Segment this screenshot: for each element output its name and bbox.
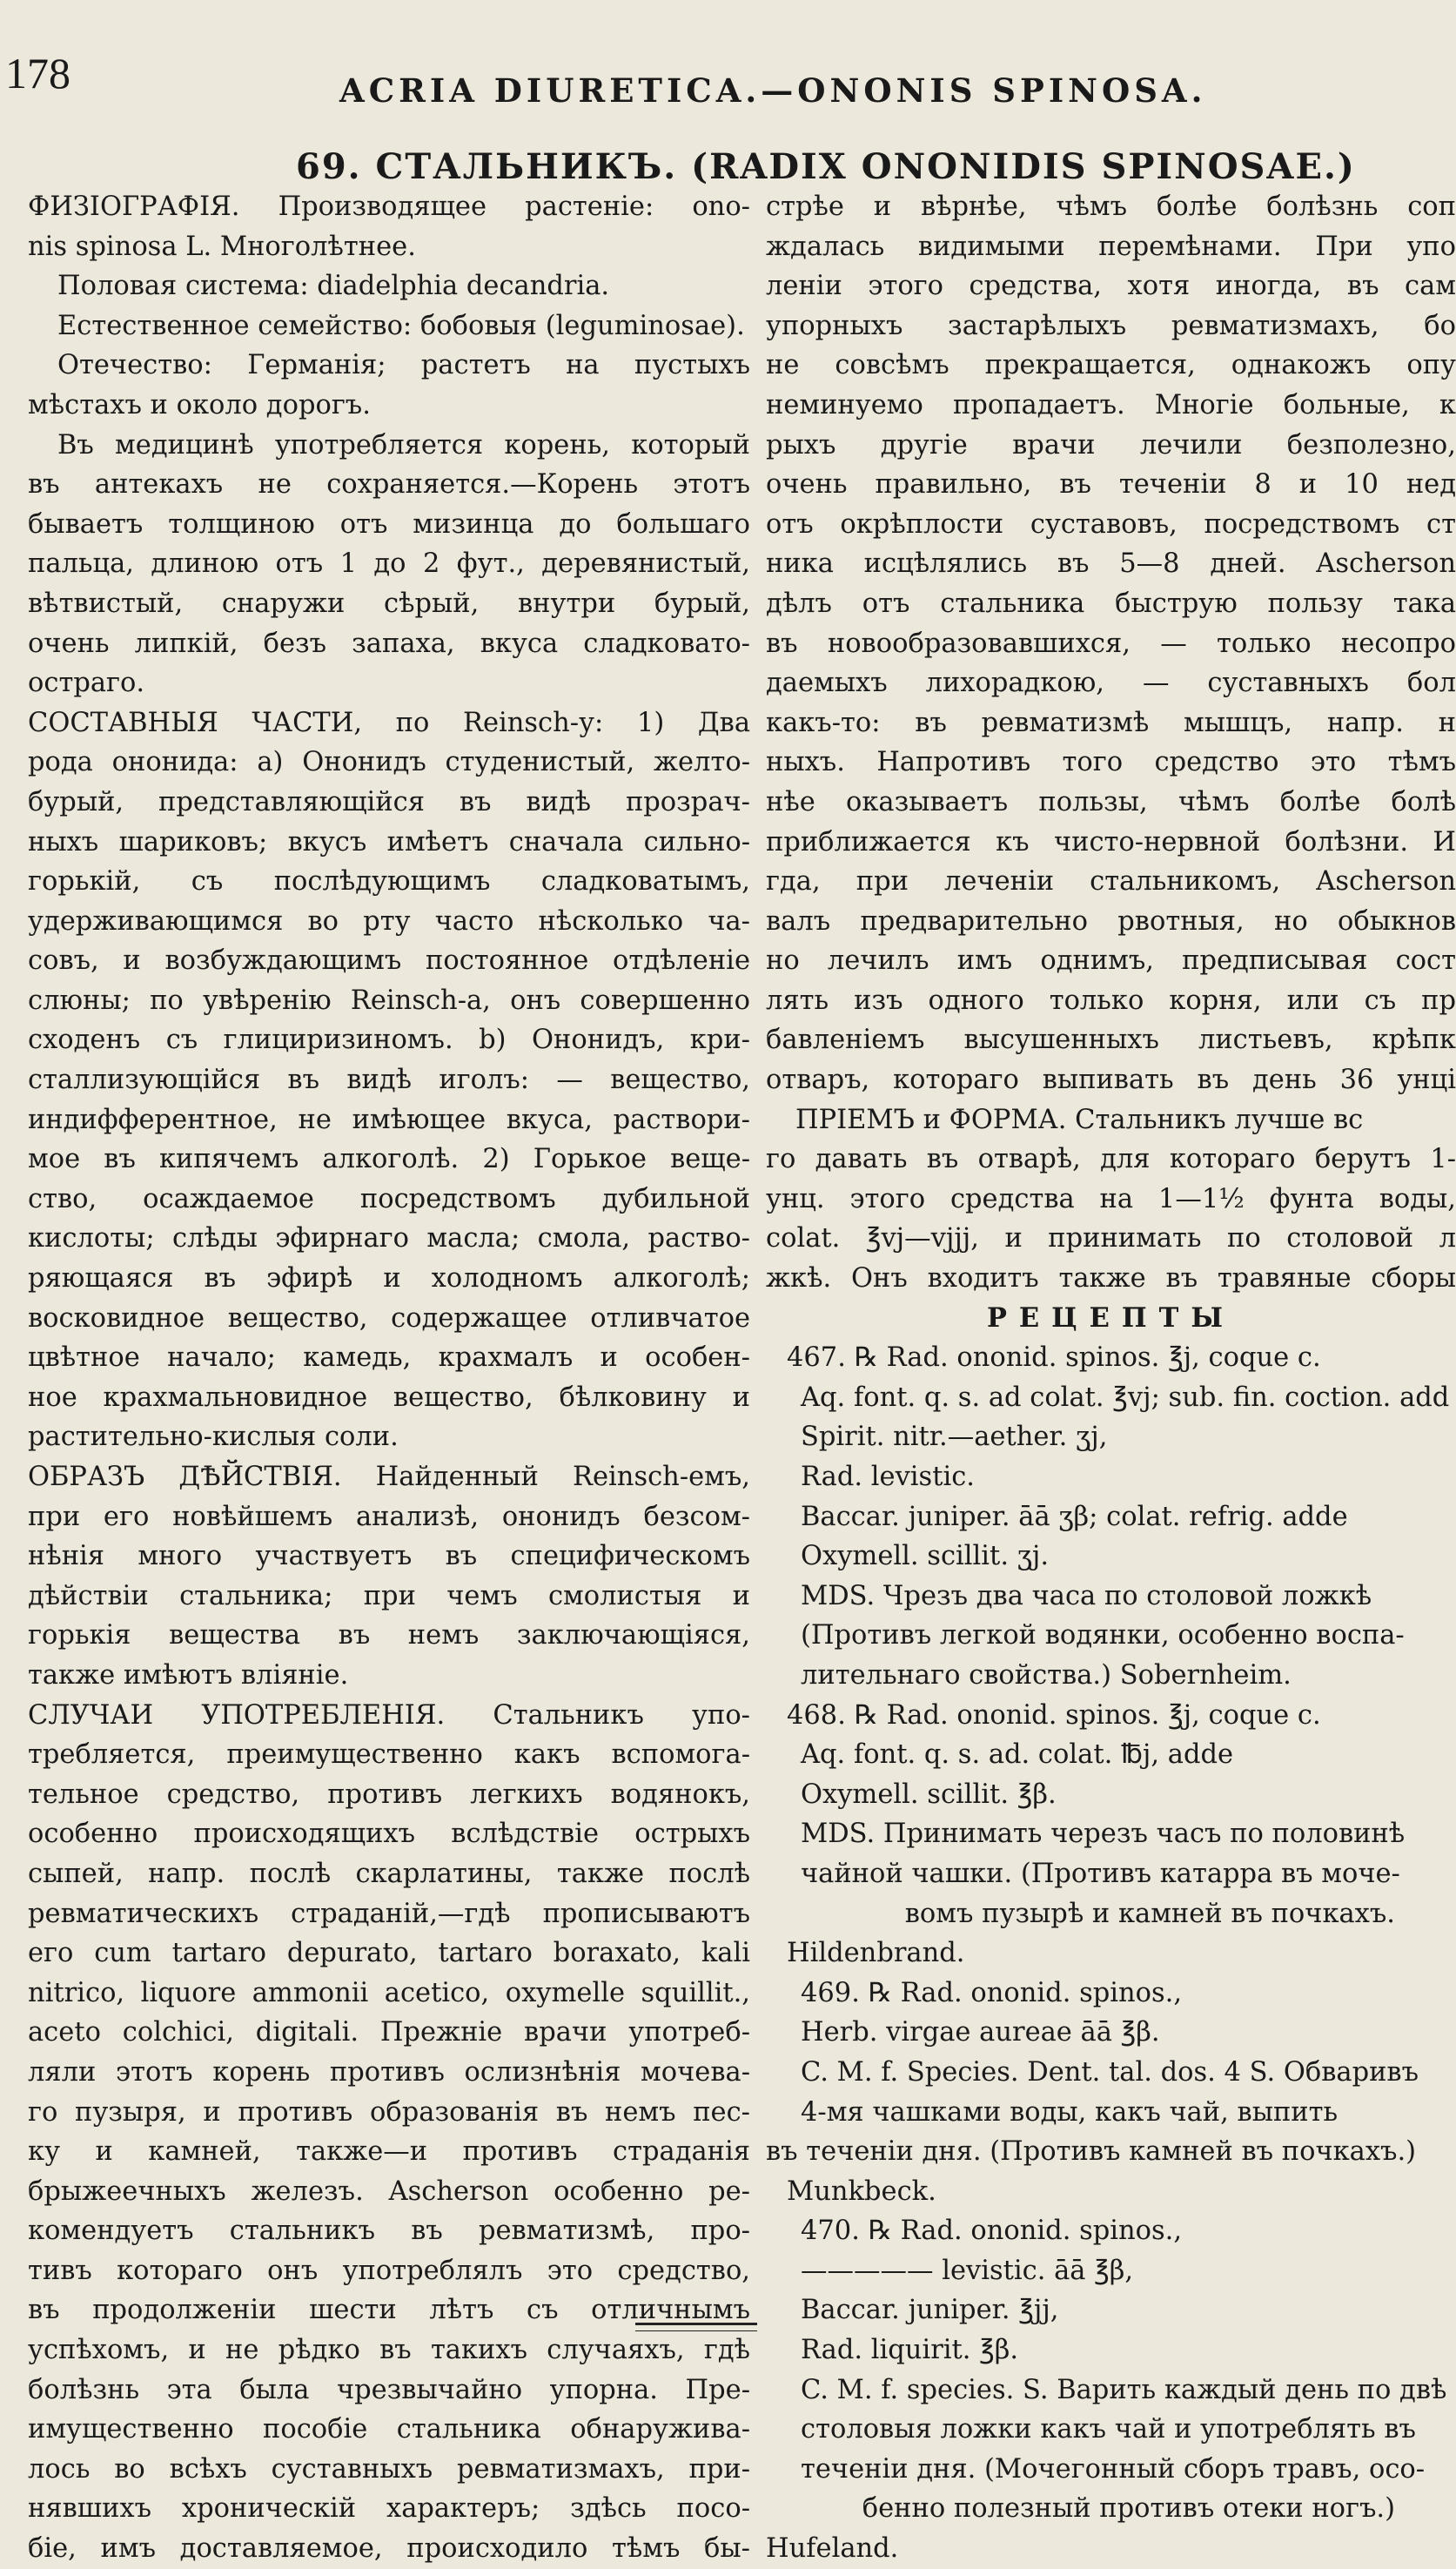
right-column-line: ныхъ. Напротивъ того средство это тѣмъ bbox=[766, 747, 1456, 778]
left-column-line: СОСТАВНЫЯ ЧАСТИ, по Reinsch-у: 1) Два bbox=[28, 707, 750, 738]
right-column-line: 467. ℞ Rad. ononid. spinos. ℥j, coque c. bbox=[787, 1342, 1321, 1374]
right-column-line: 468. ℞ Rad. ononid. spinos. ℥j, coque c. bbox=[787, 1699, 1321, 1731]
left-column-line: цвѣтное начало; камедь, крахмалъ и особен- bbox=[28, 1342, 750, 1374]
right-column-line: очень правильно, въ теченіи 8 и 10 нед bbox=[766, 469, 1456, 501]
right-column-line: столовыя ложки какъ чай и употреблять въ bbox=[801, 2414, 1416, 2445]
right-column-line: Rad. liquirit. ℥β. bbox=[801, 2335, 1019, 2366]
right-column-line: 469. ℞ Rad. ononid. spinos., bbox=[801, 1977, 1183, 2008]
left-column-line: вѣтвистый, снаружи сѣрый, внутри бурый, bbox=[28, 588, 750, 619]
left-column-line: сходенъ съ глициризиномъ. b) Ононидъ, кри- bbox=[28, 1025, 750, 1056]
right-column-line: 470. ℞ Rad. ononid. spinos., bbox=[801, 2216, 1183, 2247]
left-column-line: особенно происходящихъ вслѣдствіе острыхъ bbox=[28, 1819, 750, 1850]
right-column-line: рыхъ другіе врачи лечили безполезно, bbox=[766, 429, 1456, 461]
left-column-line: горькій, съ послѣдующимъ сладковатымъ, bbox=[28, 866, 750, 898]
left-column-line: мѣстахъ и около дорогъ. bbox=[28, 389, 371, 420]
right-column-line: бавленіемъ высушенныхъ листьевъ, крѣпк bbox=[766, 1025, 1456, 1056]
right-column-line: нѣе оказываетъ пользы, чѣмъ болѣе болѣ bbox=[766, 786, 1456, 817]
right-column-line: отваръ, котораго выпивать въ день 36 унці bbox=[766, 1065, 1456, 1096]
right-column-line: ————— levistic. āā ℥β, bbox=[801, 2255, 1134, 2286]
right-column-line: MDS. Чрезъ два часа по столовой ложкѣ bbox=[801, 1580, 1372, 1611]
left-column-line: лось во всѣхъ суставныхъ ревматизмахъ, при- bbox=[28, 2453, 750, 2485]
right-column-line: Oxymell. scillit. ʒj. bbox=[801, 1541, 1050, 1572]
left-column-line: горькія вещества въ немъ заключающіяся, bbox=[28, 1620, 750, 1651]
left-column-line: въ антекахъ не сохраняется.—Корень этотъ bbox=[28, 469, 750, 501]
left-column-line: успѣхомъ, и не рѣдко въ такихъ случаяхъ, гдѣ bbox=[28, 2335, 750, 2366]
left-column-line: дѣйствіи стальника; при чемъ смолистыя и bbox=[28, 1580, 750, 1611]
right-column-line: унц. этого средства на 1—1½ фунта воды, bbox=[766, 1183, 1456, 1214]
right-column-line: Baccar. juniper. āā ʒβ; colat. refrig. adde bbox=[801, 1501, 1348, 1532]
left-column-line: рода ононида: а) Ононидъ студенистый, желто- bbox=[28, 747, 750, 778]
right-column-line: теченіи дня. (Мочегонный сборъ травъ, осо- bbox=[801, 2453, 1426, 2485]
left-column-line: Половая система: diadelphia decandria. bbox=[57, 271, 610, 302]
right-column-line: леніи этого средства, хотя иногда, въ сам bbox=[766, 271, 1456, 302]
left-column-line: растительно-кислыя соли. bbox=[28, 1422, 399, 1453]
right-column-line: отъ окрѣплости суставовъ, посредствомъ ст bbox=[766, 508, 1456, 540]
left-column-line: также имѣютъ вліяніе. bbox=[28, 1659, 349, 1691]
left-column-line: nitrico, liquore ammonii acetico, oxymelle squillit., bbox=[28, 1977, 750, 2008]
right-column-line: Hufeland. bbox=[766, 2533, 899, 2565]
right-column-line: какъ-то: въ ревматизмѣ мышцъ, напр. н bbox=[766, 707, 1456, 738]
left-column-line: ляли этотъ корень противъ ослизнѣнія мочева- bbox=[28, 2056, 750, 2088]
right-column-line: вомъ пузырѣ и камней въ почкахъ. bbox=[904, 1898, 1395, 1929]
left-column-line: ку и камней, также—и противъ страданія bbox=[28, 2136, 750, 2168]
right-column-line: дѣлъ отъ стальника быструю пользу така bbox=[766, 588, 1456, 619]
left-column-line: при его новѣйшемъ анализѣ, ононидъ безсом- bbox=[28, 1501, 750, 1532]
left-column-line: его cum tartaro depurato, tartaro boraxato, kali bbox=[28, 1938, 750, 1969]
left-column-line: очень липкій, безъ запаха, вкуса сладковато- bbox=[28, 628, 750, 659]
left-column-line: сталлизующійся въ видѣ иголъ: — вещество, bbox=[28, 1065, 750, 1096]
right-column-line: въ теченіи дня. (Противъ камней въ почкахъ.) bbox=[766, 2136, 1417, 2168]
left-column-line: восковидное вещество, содержащее отливчатое bbox=[28, 1302, 750, 1334]
running-head: ACRIA DIURETICA.—ONONIS SPINOSA. bbox=[339, 71, 1207, 110]
right-column-line: неминуемо пропадаетъ. Многіе больные, к bbox=[766, 389, 1456, 420]
article-title: 69. СТАЛЬНИКЪ. (RADIX ONONIDIS SPINOSAE.) bbox=[296, 146, 1356, 187]
right-column-line: ника исцѣлялись въ 5—8 дней. Ascherson bbox=[766, 548, 1456, 580]
right-column-line: colat. ℥vj—vjjj, и принимать по столовой л bbox=[766, 1223, 1456, 1254]
right-column-line: не совсѣмъ прекращается, однакожъ опу bbox=[766, 350, 1456, 381]
right-column-line: го давать въ отварѣ, для котораго берутъ 1- bbox=[766, 1144, 1456, 1175]
right-column-line: въ новообразовавшихся, — только несопро bbox=[766, 628, 1456, 659]
right-column-line: ждалась видимыми перемѣнами. При упо bbox=[766, 231, 1456, 262]
left-column-line: СЛУЧАИ УПОТРЕБЛЕНІЯ. Стальникъ упо- bbox=[28, 1699, 750, 1731]
left-column-line: имущественно пособіе стальника обнаружива- bbox=[28, 2414, 750, 2445]
right-column-line: чайной чашки. (Противъ катарра въ моче- bbox=[801, 1858, 1400, 1889]
right-column-line: C. M. f. species. S. Варить каждый день по двѣ bbox=[801, 2374, 1447, 2405]
right-column-line: Rad. levistic. bbox=[801, 1462, 975, 1492]
page-divider bbox=[635, 2323, 757, 2331]
left-column-line: бываетъ толщиною отъ мизинца до большаго bbox=[28, 508, 750, 540]
right-column-line: Aq. font. q. s. ad colat. ℥vj; sub. fin. coction. add bbox=[801, 1382, 1450, 1413]
left-column-line: нявшихъ хроническій характеръ; здѣсь посо- bbox=[28, 2493, 750, 2525]
right-column-line: 4-мя чашками воды, какъ чай, выпить bbox=[801, 2096, 1339, 2128]
right-column-line: Aq. font. q. s. ad. colat. ℔j, adde bbox=[801, 1739, 1234, 1771]
left-column-line: индифферентное, не имѣющее вкуса, раствори- bbox=[28, 1104, 750, 1135]
left-column-line: Въ медицинѣ употребляется корень, который bbox=[57, 429, 750, 461]
right-column-line: РЕЦЕПТЫ bbox=[986, 1301, 1236, 1334]
left-column-line: Отечество: Германія; растетъ на пустыхъ bbox=[57, 350, 750, 381]
right-column-line: лительнаго свойства.) Sobernheim. bbox=[801, 1659, 1292, 1691]
right-column-line: Oxymell. scillit. ℥β. bbox=[801, 1779, 1057, 1810]
left-column-line: ревматическихъ страданій,—гдѣ прописываютъ bbox=[28, 1898, 750, 1929]
left-column-line: требляется, преимущественно какъ вспомога- bbox=[28, 1739, 750, 1771]
right-column-line: Hildenbrand. bbox=[787, 1938, 965, 1969]
right-column-line: C. M. f. Species. Dent. tal. dos. 4 S. Обваривъ bbox=[801, 2056, 1419, 2088]
left-column-line: остраго. bbox=[28, 668, 145, 699]
left-column-line: пальца, длиною отъ 1 до 2 фут., деревянистый, bbox=[28, 548, 750, 580]
left-column-line: ныхъ шариковъ; вкусъ имѣетъ сначала сильно- bbox=[28, 826, 750, 857]
left-column-line: тивъ котораго онъ употреблялъ это средство, bbox=[28, 2255, 750, 2286]
right-column-line: Munkbeck. bbox=[787, 2176, 936, 2207]
left-column-line: nis spinosa L. Многолѣтнее. bbox=[28, 231, 416, 262]
right-column-line: но лечилъ имъ однимъ, предписывая сост bbox=[766, 945, 1456, 977]
left-column-line: ОБРАЗЪ ДѢЙСТВІЯ. Найденный Reinsch-емъ, bbox=[28, 1462, 750, 1492]
left-column-line: ФИЗІОГРАФІЯ. Производящее растеніе: ono- bbox=[28, 192, 750, 222]
left-column-line: въ продолженіи шести лѣтъ съ отличнымъ bbox=[28, 2295, 750, 2326]
left-column-line: ство, осаждаемое посредствомъ дубильной bbox=[28, 1183, 750, 1214]
right-column-line: приближается къ чисто-нервной болѣзни. И bbox=[766, 826, 1456, 857]
left-column-line: нѣнія много участвуетъ въ специфическомъ bbox=[28, 1541, 750, 1572]
left-column-line: сыпей, напр. послѣ скарлатины, также послѣ bbox=[28, 1858, 750, 1889]
left-column-line: біе, имъ доставляемое, происходило тѣмъ бы- bbox=[28, 2533, 750, 2565]
right-column-line: Baccar. juniper. ℥jj, bbox=[801, 2295, 1059, 2326]
left-column-line: удерживающимся во рту часто нѣсколько ча- bbox=[28, 905, 750, 937]
right-column-line: валъ предварительно рвотныя, но обыкнов bbox=[766, 905, 1456, 937]
right-column-line: бенно полезный противъ отеки ногъ.) bbox=[862, 2493, 1395, 2525]
left-column-line: Естественное семейство: бобовыя (leguminosae). bbox=[57, 310, 745, 341]
left-column-line: комендуетъ стальникъ въ ревматизмѣ, про- bbox=[28, 2216, 750, 2247]
left-column-line: ряющаяся въ эфирѣ и холодномъ алкоголѣ; bbox=[28, 1263, 750, 1295]
left-column-line: тельное средство, противъ легкихъ водянокъ, bbox=[28, 1779, 750, 1810]
left-column-line: совъ, и возбуждающимъ постоянное отдѣленіе bbox=[28, 945, 750, 977]
left-column-line: мое въ кипячемъ алкоголѣ. 2) Горькое веще- bbox=[28, 1144, 750, 1175]
left-column-line: слюны; по увѣренію Reinsch-а, онъ совершенно bbox=[28, 985, 750, 1016]
right-column-line: упорныхъ застарѣлыхъ ревматизмахъ, бо bbox=[766, 310, 1456, 341]
left-column-line: го пузыря, и противъ образованія въ немъ пес- bbox=[28, 2096, 750, 2128]
right-column-line: (Противъ легкой водянки, особенно воспа- bbox=[801, 1620, 1405, 1651]
right-column-line: ПРІЕМЪ и ФОРМА. Стальникъ лучше вс bbox=[795, 1104, 1364, 1135]
right-column-line: лять изъ одного только корня, или съ пр bbox=[766, 985, 1456, 1016]
left-column-line: ное крахмальновидное вещество, бѣлковину и bbox=[28, 1382, 750, 1413]
left-column-line: брыжеечныхъ железъ. Ascherson особенно ре- bbox=[28, 2176, 750, 2207]
right-column-line: даемыхъ лихорадкою, — суставныхъ бол bbox=[766, 668, 1456, 699]
left-column-line: aceto colchici, digitali. Прежніе врачи употреб- bbox=[28, 2017, 750, 2048]
right-column-line: стрѣе и вѣрнѣе, чѣмъ болѣе болѣзнь соп bbox=[766, 192, 1456, 222]
right-column-line: MDS. Принимать черезъ часъ по половинѣ bbox=[801, 1819, 1406, 1850]
left-column-line: болѣзнь эта была чрезвычайно упорна. Пре- bbox=[28, 2374, 750, 2405]
right-column-line: Spirit. nitr.—aether. ʒj, bbox=[801, 1422, 1108, 1453]
left-column bbox=[28, 187, 750, 2569]
page-number: 178 bbox=[5, 49, 70, 98]
left-column-line: бурый, представляющійся въ видѣ прозрач- bbox=[28, 786, 750, 817]
right-column-line: жкѣ. Онъ входитъ также въ травяные сборы bbox=[766, 1263, 1456, 1295]
right-column bbox=[766, 187, 1456, 2569]
right-column-line: Herb. virgae aureae āā ℥β. bbox=[801, 2017, 1160, 2048]
left-column-line: кислоты; слѣды эфирнаго масла; смола, раство- bbox=[28, 1223, 750, 1254]
right-column-line: гда, при леченіи стальникомъ, Ascherson bbox=[766, 866, 1456, 898]
